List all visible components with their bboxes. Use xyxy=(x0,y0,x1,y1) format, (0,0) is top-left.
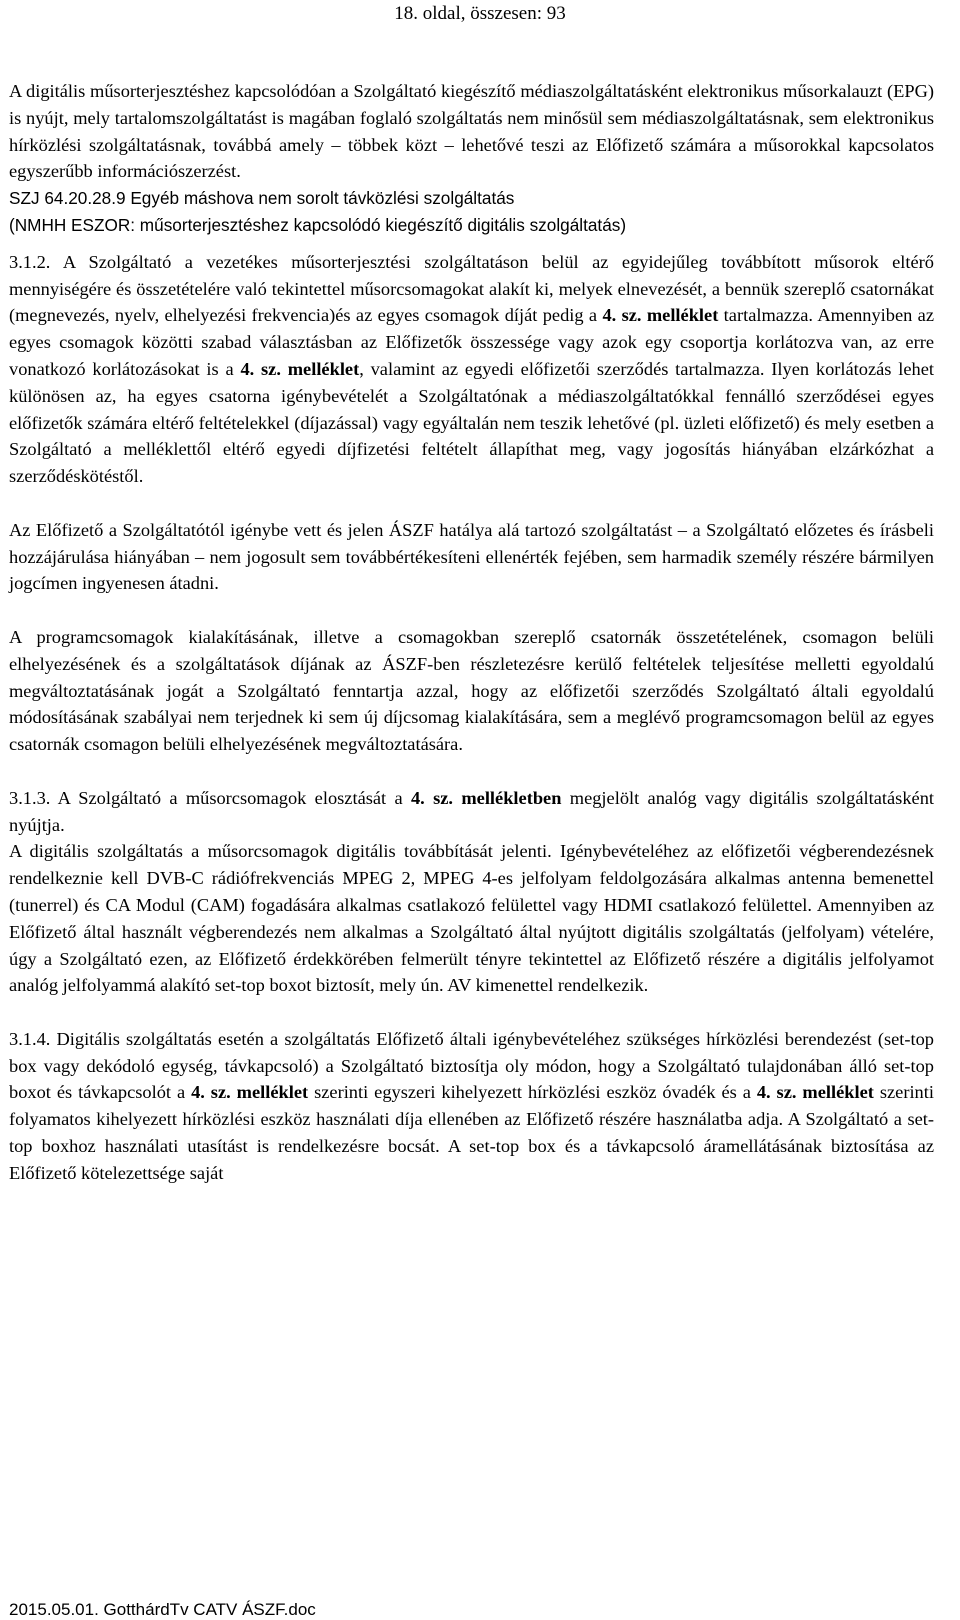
document-body xyxy=(9,78,934,1187)
annex-reference: 4. sz. melléklet xyxy=(756,1082,874,1103)
section-3-1-3-text-1: 3.1.3. A Szolgáltató a műsorcsomagok elosztását a xyxy=(9,787,411,808)
section-3-1-2-paragraph xyxy=(9,249,934,490)
spacer xyxy=(9,758,934,785)
annex-reference: 4. sz. melléklet xyxy=(191,1082,309,1103)
annex-reference: 4. sz. mellékletben xyxy=(410,787,562,808)
spacer xyxy=(9,239,934,249)
packages-paragraph: A programcsomagok kialakításának, illetve a csomagokban szereplő csatornák összetételének, csomagon belüli elhelyezésének és a szolgáltatások díjának az ÁSZF-ben részletezésre kerülő feltételek teljesítése melletti egyoldalú megváltoztatásának jogát a Szolgáltató fenntartja azzal, hogy az előfizetői szerződés Szolgáltató általi egyoldalú módosításának szabályai nem terjednek ki sem új díjcsomag kialakítására, sem a meglévő programcsomagon belül az egyes csatornák csomagon belüli elhelyezésének megváltoztatására. xyxy=(9,626,934,755)
szj-code-line: SZJ 64.20.28.9 Egyéb máshova nem sorolt távközlési szolgáltatás xyxy=(9,188,515,209)
section-3-1-2-text-1: 3.1.2. A Szolgáltató a vezetékes műsorterjesztési szolgáltatáson belül az egyidejűleg továbbított műsorok eltérő mennyiségére és összetételére való tekintettel műsorcsomagokat alakít ki, melyek elnevezését, a bennük szereplő csatornákat (megnevezés, nyelv, elhelyezési frekvencia)és az egyes csomagok díját pedig a xyxy=(9,251,934,326)
epg-paragraph: A digitális műsorterjesztéshez kapcsolódóan a Szolgáltató kiegészítő médiaszolgáltatásként elektronikus műsorkalauzt (EPG) is nyújt, mely tartalomszolgáltatást is magában foglaló szolgáltatás nem minősül sem médiaszolgáltatásnak, sem elektronikus hírközlési szolgáltatásnak, továbbá amely – többek közt – lehetővé teszi az Előfizető számára a műsorokkal kapcsolatos egyszerűbb információszerzést. xyxy=(9,81,934,182)
section-3-1-2-text-3: , valamint az egyedi előfizetői szerződés tartalmazza. Ilyen korlátozás lehet különösen az, ha egyes csatorna igénybevételét a Szolgáltatónak a médiaszolgáltatókkal fennálló szerződései egyes előfizetők számára eltérő feltételekkel (díjazással) vagy egyáltalán nem teszik lehetővé (pl. üzleti előfizető) és mely esetben a Szolgáltató a melléklettől eltérő egyedi díjfizetési feltételt állapíthat meg, vagy jogosítás hiányában elzárkózhat a szerződéskötéstől. xyxy=(9,358,934,487)
section-3-1-4-paragraph xyxy=(9,1026,934,1187)
annex-reference: 4. sz. melléklet xyxy=(240,358,360,379)
spacer xyxy=(9,999,934,1026)
section-3-1-3-text-2: megjelölt analóg vagy digitális szolgáltatásként nyújtja. xyxy=(9,787,934,835)
spacer xyxy=(9,597,934,624)
section-3-1-4-text-2: szerinti egyszeri kihelyezett hírközlési eszköz óvadék és a xyxy=(308,1082,757,1103)
section-3-1-3-heading xyxy=(9,785,934,839)
section-3-1-4-text-3: szerinti folyamatos kihelyezett hírközlési eszköz használati díja ellenében az Előfizető részére használatba adja. A Szolgáltató a set-top boxhoz használati utasítást is rendelkezésre bocsát. A set-top box és a távkapcsoló áramellátásának biztosítása az Előfizető kötelezettsége saját xyxy=(9,1082,934,1183)
document-footer: 2015.05.01. GotthárdTv CATV ÁSZF.doc xyxy=(9,1600,316,1619)
nmhh-eszor-line: (NMHH ESZOR: műsorterjesztéshez kapcsolódó kiegészítő digitális szolgáltatás) xyxy=(9,214,627,235)
section-3-1-4-text-1: 3.1.4. Digitális szolgáltatás esetén a szolgáltatás Előfizető általi igénybevételéhez szükséges hírközlési berendezést (set-top box vagy dekódoló egység, távkapcsoló) a Szolgáltató biztosítja oly módon, hogy a Szolgáltató tulajdonában álló set-top boxot és távkapcsolót a xyxy=(9,1028,934,1103)
section-3-1-3-body: A digitális szolgáltatás a műsorcsomagok digitális továbbítását jelenti. Igénybevételéhez az előfizetői végberendezésnek rendelkeznie kell DVB-C rádiófrekvenciás MPEG 2, MPEG 4-es jelfolyam feldolgozására alkalmas antenna bemenettel (tunerrel) és CA Modul (CAM) fogadására alkalmas csatlakozó felülettel vagy HDMI csatlakozó felülettel. Amennyiben az Előfizető által használt végberendezés nem alkalmas a Szolgáltató által nyújtott digitális szolgáltatás (jelfolyam) vételére, úgy a Szolgáltató ezen, az Előfizető érdekkörében felmerült tényre tekintettel az Előfizető részére a digitális jelfolyamot analóg jelfolyammá alakító set-top boxot biztosít, mely ún. AV kimenettel rendelkezik. xyxy=(9,841,934,996)
resale-paragraph: Az Előfizető a Szolgáltatótól igénybe vett és jelen ÁSZF hatálya alá tartozó szolgáltatást – a Szolgáltató előzetes és írásbeli hozzájárulása hiányában – nem jogosult sem továbbértékesíteni ellenérték fejében, sem harmadik személy részére bármilyen jogcímen ingyenesen átadni. xyxy=(9,519,934,594)
spacer xyxy=(9,490,934,517)
page-number-header: 18. oldal, összesen: 93 xyxy=(394,3,566,24)
annex-reference: 4. sz. melléklet xyxy=(602,305,719,326)
section-3-1-2-text-2: tartalmazza. Amennyiben az egyes csomagok közötti szabad választásban az Előfizetők összessége vagy azok egy csoportja korlátozva van, az erre vonatkozó korlátozásokat is a xyxy=(9,305,935,379)
